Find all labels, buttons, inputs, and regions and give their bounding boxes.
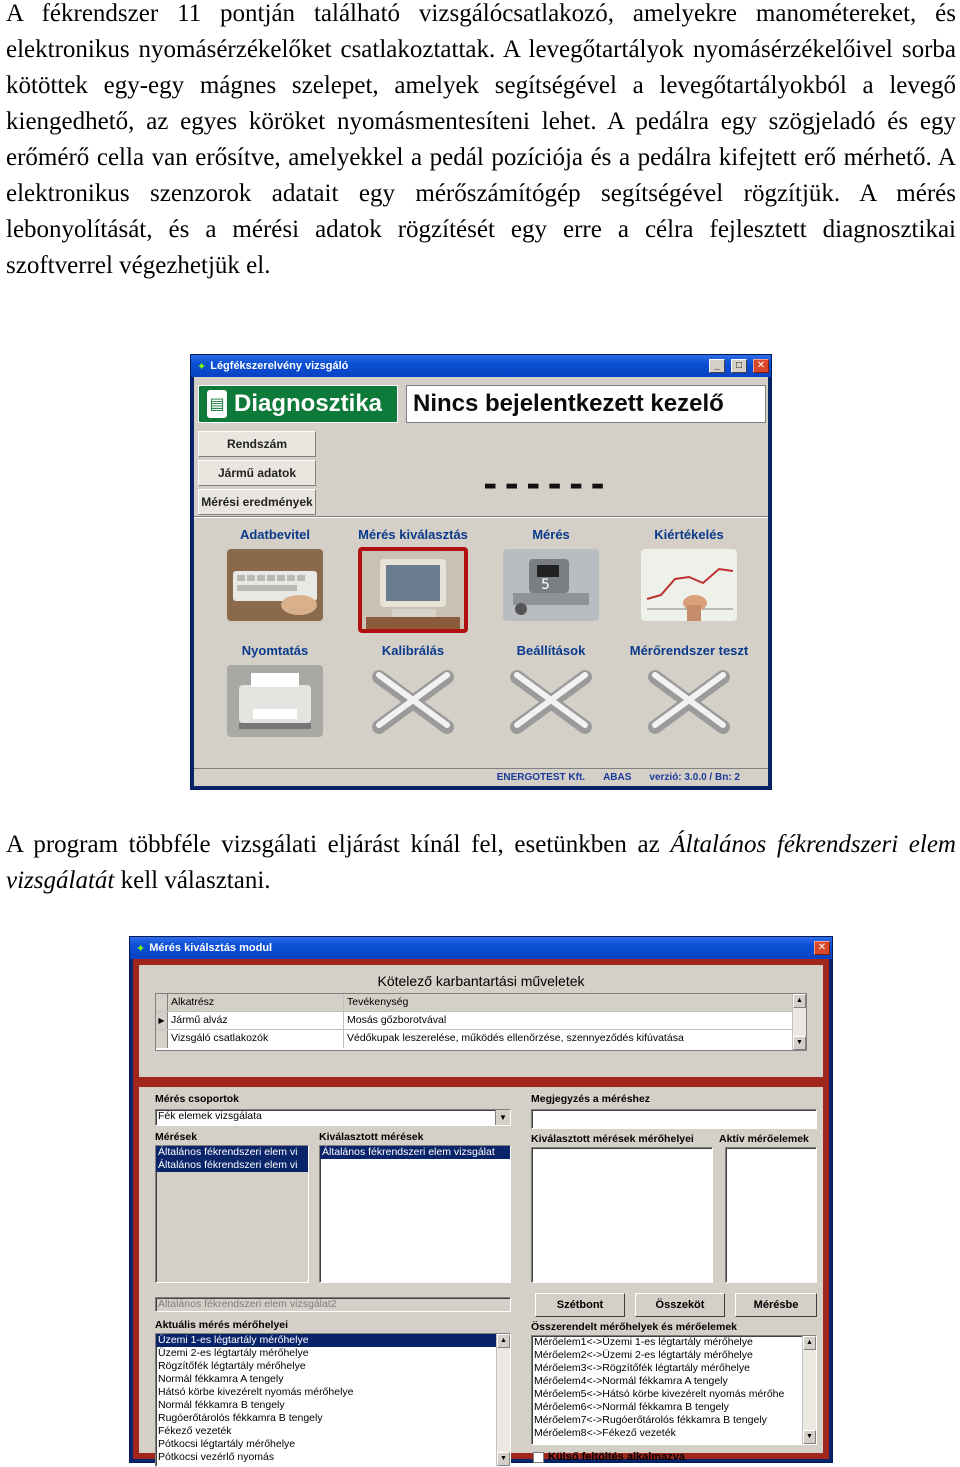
list-item[interactable]: Üzemi 1-es légtartály mérőhelye [156,1334,510,1347]
paragraph-text: kell választani. [114,867,271,894]
scroll-down-icon[interactable]: ▼ [497,1452,510,1466]
sensor-icon [503,549,599,621]
row-indicator [156,994,168,1011]
selection-window-titlebar[interactable] [130,937,832,959]
field-value: Általános fékrendszeri elem vizsgálat2 [158,1298,337,1310]
active-elements-list[interactable] [725,1147,817,1283]
active-elements-label: Aktív mérőelemek [719,1133,809,1145]
checkbox-icon[interactable] [533,1452,544,1463]
selection-window [129,936,833,1463]
tile-label: Adatbevitel [239,527,311,542]
current-points-list[interactable] [155,1333,511,1467]
operator-header: Nincs bejelentkezett kezelő [406,385,766,423]
value-display: ------ [480,465,609,505]
tile-data-entry[interactable] [208,525,342,621]
table-cell: Mosás gőzborotvával [347,1014,447,1026]
note-label: Megjegyzés a méréshez [531,1093,651,1105]
tile-label: Kalibrálás [381,643,445,658]
sel-points-label: Kiválasztott mérések mérőhelyei [531,1133,694,1145]
selected-list[interactable] [319,1145,511,1283]
table-cell: Vizsgáló csatlakozók [168,1030,344,1048]
main-window-titlebar[interactable] [191,355,771,377]
vehicle-data-button[interactable]: Jármű adatok [198,460,316,486]
list-item[interactable]: Mérőelem1<->Üzemi 1-es légtartály mérőhelye [534,1336,753,1348]
row-pointer-icon: ▶ [156,1012,168,1029]
window-title: Mérés kiválsztás modul [149,942,273,954]
tile-evaluation[interactable] [622,525,756,621]
column-header: Alkatrész [168,994,344,1011]
note-input[interactable] [531,1109,817,1129]
list-item[interactable]: Pótkocsi légtartály mérőhelye [158,1438,296,1450]
computer-icon [358,547,468,633]
measurement-name-field [155,1297,511,1312]
scroll-up-icon[interactable]: ▲ [793,994,806,1008]
list-item[interactable]: Rugóerőtárolós fékkamra B tengely [158,1412,323,1424]
scroll-down-icon[interactable]: ▼ [803,1430,816,1444]
tile-print[interactable] [208,641,342,737]
list-item[interactable]: Normál fékkamra B tengely [158,1399,285,1411]
window-title: Légfékszerelvény vizsgáló [210,360,349,372]
table-cell: Jármű alváz [168,1012,344,1029]
selected-label: Kiválasztott mérések [319,1131,424,1143]
chart-icon [641,549,737,621]
plate-number-button[interactable]: Rendszám [198,431,316,457]
tile-system-test[interactable] [622,641,756,737]
grid-scrollbar[interactable] [792,994,806,1050]
paragraph-text: A program többféle vizsgálati eljárást kínál fel, esetünkben az [6,831,671,858]
tile-measurement-select[interactable] [346,525,480,633]
table-cell: Védőkupak leszerelése, működés ellenőrzése, szennyeződés kifúvatása [347,1032,684,1044]
minimize-icon[interactable]: _ [709,359,725,373]
disabled-x-icon [503,665,599,737]
selection-panel [139,1087,823,1463]
chevron-down-icon[interactable]: ▼ [495,1110,510,1125]
list-item[interactable]: Mérőelem5<->Hátsó körbe kivezérelt nyomás mérőhe [534,1388,785,1400]
list-scrollbar[interactable] [496,1334,510,1466]
divider [194,516,768,518]
group-value: Fék elemek vizsgálata [158,1110,262,1122]
list-item[interactable]: Mérőelem3<->Rögzítőfék légtartály mérőhelye [534,1362,750,1374]
tile-label: Kiértékelés [654,527,724,542]
list-item[interactable]: Mérőelem6<->Normál fékkamra B tengely [534,1401,729,1413]
diagnostics-title: Diagnosztika [234,390,383,417]
app-icon: ✦ [136,942,146,955]
list-item[interactable]: Általános fékrendszeri elem vi [156,1159,308,1172]
diagnostics-header [198,385,398,423]
paragraph-emphasis: Általános fékrendszeri elem vizsgálatát [6,831,956,894]
scroll-down-icon[interactable]: ▼ [793,1036,806,1050]
tile-label: Mérés [532,527,570,542]
tile-measurement[interactable] [484,525,618,621]
measurements-list[interactable] [155,1145,309,1283]
table-row[interactable] [156,1012,806,1030]
maintenance-grid[interactable] [155,993,807,1051]
tile-calibration[interactable] [346,641,480,737]
add-to-measurement-button[interactable]: Mérésbe [735,1293,817,1317]
keyboard-icon [227,549,323,621]
intro-paragraph: A fékrendszer 11 pontján található vizsgálócsatlakozó, amelyekre manométereket, és elektronikus nyomásérzékelőket csatlakoztattak. A levegőtartályok nyomásérzékelőivel sorba kötöttek egy-egy mágnes szelepet, amelyek segítségével a levegőtartályokból a levegő kiengedhető, az egyes köröket nyomásmentesíteni lehet. A pedálra egy szögjeladó és egy erőmérő cella van erősítve, amelyekkel a pedál pozíciója és a pedálra kifejtett erő mérhető. A elektronikus szenzorok adatait egy mérőszámítógép segítségével rögzítjük. A mérés lebonyolítását, és a mérési adatok rögzítését egy erre a célra fejlesztett diagnosztikai szoftverrel végezhetjük el. [6,0,956,279]
second-paragraph [6,827,956,899]
external-fill-checkbox[interactable] [533,1451,685,1463]
document-icon: ▤ [207,390,227,418]
product-label: ABAS [603,772,632,783]
list-item[interactable]: Üzemi 2-es légtartály mérőhelye [158,1347,309,1359]
disabled-x-icon [641,665,737,737]
scroll-up-icon[interactable]: ▲ [497,1334,510,1348]
company-label: ENERGOTEST Kft. [496,772,586,783]
list-item[interactable]: Mérőelem2<->Üzemi 2-es légtartály mérőhelye [534,1349,753,1361]
group-label: Mérés csoportok [155,1093,240,1105]
maintenance-title: Kötelező karbantartási műveletek [377,973,585,989]
disabled-x-icon [365,665,461,737]
list-item[interactable]: Pótkocsi vezérlő nyomás [158,1451,275,1463]
current-points-label: Aktuális mérés mérőhelyei [155,1319,289,1331]
close-icon[interactable]: ✕ [814,941,830,955]
tile-label: Mérőrendszer teszt [629,643,749,658]
app-icon: ✦ [197,360,207,373]
close-icon[interactable]: ✕ [753,359,769,373]
list-item[interactable]: Mérőelem8<->Fékező vezeték [534,1427,676,1439]
split-button[interactable]: Szétbont [535,1293,625,1317]
list-item[interactable]: Általános fékrendszeri elem vi [156,1146,308,1159]
pairs-list[interactable] [531,1335,817,1445]
tile-label: Nyomtatás [241,643,309,658]
column-header: Tevékenység [344,994,806,1011]
list-scrollbar[interactable] [802,1336,816,1444]
printer-icon [227,665,323,737]
list-item[interactable]: Általános fékrendszeri elem vizsgálat [320,1146,510,1159]
list-item[interactable]: Hátsó körbe kivezérelt nyomás mérőhelye [158,1386,354,1398]
list-item[interactable]: Fékező vezeték [158,1425,232,1437]
tile-settings[interactable] [484,641,618,737]
list-item[interactable]: Normál fékkamra A tengely [158,1373,284,1385]
measurement-results-button[interactable]: Mérési eredmények [198,489,316,515]
list-item[interactable]: Mérőelem7<->Rugóerőtárolós fékkamra B tengely [534,1414,767,1426]
status-bar [194,768,768,786]
list-item[interactable]: Mérőelem4<->Normál fékkamra A tengely [534,1375,728,1387]
tile-label: Mérés kiválasztás [358,527,468,542]
left-button-group [198,431,316,518]
tile-label: Beállítások [516,643,586,658]
pairs-label: Összerendelt mérőhelyek és mérőelemek [531,1321,738,1333]
maximize-icon[interactable]: □ [731,359,747,373]
row-indicator [156,1030,168,1048]
table-row[interactable] [156,1030,806,1048]
list-item[interactable]: Rögzítőfék légtartály mérőhelye [158,1360,306,1372]
maintenance-panel [139,965,823,1077]
version-label: verzió: 3.0.0 / Bn: 2 [649,772,740,783]
scroll-up-icon[interactable]: ▲ [803,1336,816,1350]
main-window [190,354,772,790]
checkbox-label: Külső feltöltés alkalmazva [548,1451,685,1463]
group-select[interactable] [155,1109,511,1126]
svg-text:5: 5 [541,577,550,593]
join-button[interactable]: Összeköt [635,1293,725,1317]
measurements-label: Mérések [155,1131,198,1143]
sel-points-list[interactable] [531,1147,713,1283]
grid-header [156,994,806,1012]
